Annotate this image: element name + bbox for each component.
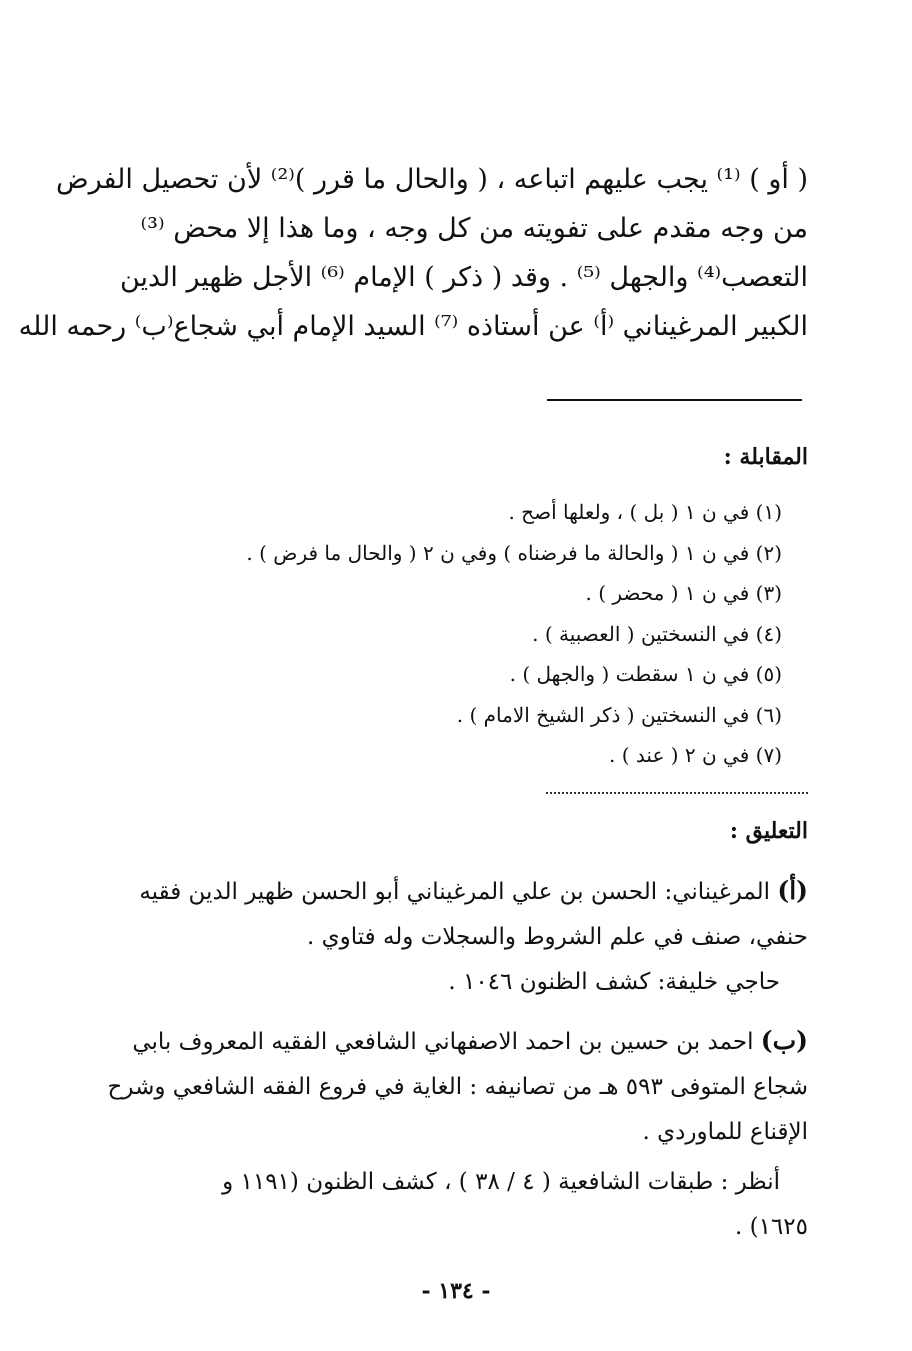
collation-note: (٤) في النسختين ( العصبية ) . xyxy=(532,621,782,646)
comment-a-line: حنفي، صنف في علم الشروط والسجلات وله فتاوي . xyxy=(306,924,808,950)
comment-b-line: شجاع المتوفى ٥٩٣ هـ من تصانيفه : الغاية في فروع الفقه الشافعي وشرح xyxy=(107,1074,808,1100)
collation-notes-list xyxy=(222,492,782,776)
collation-note: (١) في ن ١ ( بل ) ، ولعلها أصح . xyxy=(508,500,782,524)
reference-line: ١٦٢٥) . xyxy=(734,1214,808,1240)
muqabala-heading: المقابلة : xyxy=(723,444,808,470)
comment-b-line: الإقناع للماوردي . xyxy=(642,1119,808,1145)
dotted-separator xyxy=(546,792,808,794)
collation-note: (٣) في ن ١ ( محضر ) . xyxy=(585,581,782,605)
page-number: - ١٣٤ - xyxy=(421,1278,491,1304)
collation-note: (٥) في ن ١ سقطت ( والجهل ) . xyxy=(509,662,782,686)
main-text xyxy=(18,155,808,351)
main-text-line: الكبير المرغيناني ⁽أ⁾ عن أستاذه ⁽⁷⁾ السيد الإمام أبي شجاع⁽ب⁾ رحمه الله xyxy=(18,311,808,342)
main-text-line: التعصب⁽⁴⁾ والجهل ⁽⁵⁾ . وقد ( ذكر ) الإمام ⁽⁶⁾ الأجل ظهير الدين xyxy=(119,262,808,293)
reference-line: أنظر : طبقات الشافعية ( ٤ / ٣٨ ) ، كشف الظنون (١١٩١ و xyxy=(222,1169,780,1195)
comment-b-text: احمد بن حسين بن احمد الاصفهاني الشافعي الفقيه المعروف بابي xyxy=(132,1029,754,1055)
main-text-line: من وجه مقدم على تفويته من كل وجه ، وما هذا إلا محض ⁽³⁾ xyxy=(140,213,808,244)
collation-note: (٢) في ن ١ ( والحالة ما فرضناه ) وفي ن ٢ ( والحال ما فرض ) . xyxy=(246,540,782,565)
comment-a-line xyxy=(108,868,808,915)
references xyxy=(108,1160,808,1250)
comment-b-line xyxy=(108,1018,808,1065)
collation-note: (٧) في ن ٢ ( عند ) . xyxy=(609,743,782,767)
comment-a-reference: حاجي خليفة: كشف الظنون ١٠٤٦ . xyxy=(448,969,780,995)
footnote-divider xyxy=(547,399,802,401)
comment-a xyxy=(108,868,808,1005)
comment-b-marker: (ب) xyxy=(760,1026,808,1055)
comment-a-marker: (أ) xyxy=(777,876,808,905)
taaliq-heading: التعليق : xyxy=(729,818,808,844)
comment-a-text: المرغيناني: الحسن بن علي المرغيناني أبو الحسن ظهير الدين فقيه xyxy=(139,879,771,905)
main-text-line: ( أو ) ⁽¹⁾ يجب عليهم اتباعه ، ( والحال ما قرر )⁽²⁾ لأن تحصيل الفرض xyxy=(55,164,808,195)
collation-note: (٦) في النسختين ( ذكر الشيخ الامام ) . xyxy=(456,702,782,727)
comment-b xyxy=(108,1018,808,1155)
